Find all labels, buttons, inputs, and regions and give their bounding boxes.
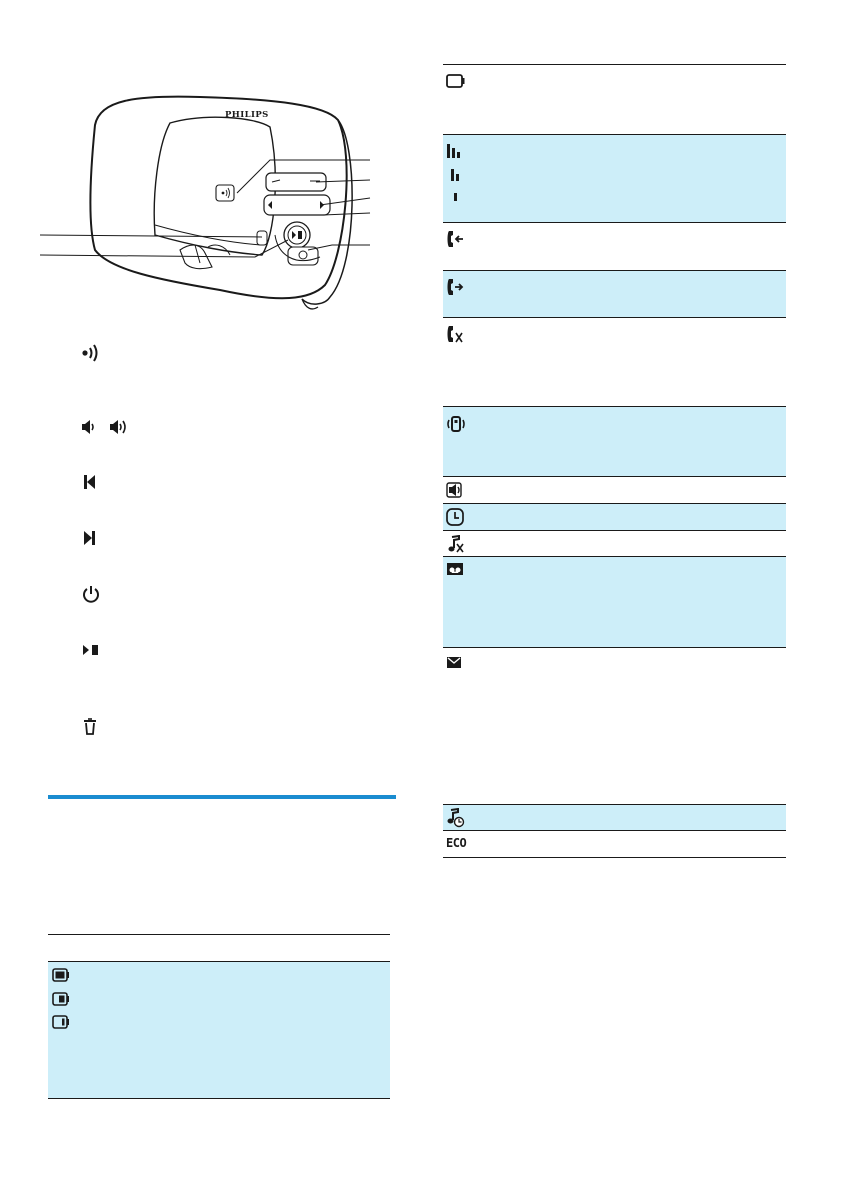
status-row-signal	[443, 135, 786, 222]
signal-weak-icon	[453, 192, 459, 202]
status-row-battery-empty	[443, 65, 786, 134]
brand-logo: PHILIPS	[225, 110, 269, 120]
message-envelope-icon	[446, 656, 464, 670]
battery-low-icon	[52, 1015, 70, 1029]
status-row-message	[443, 648, 786, 804]
status-row-answering-machine	[443, 557, 786, 647]
status-row-ringer-off	[443, 531, 786, 556]
signal-medium-icon	[450, 168, 462, 182]
status-row-outgoing-call	[443, 271, 786, 317]
incoming-call-icon	[446, 230, 466, 248]
status-row-alarm	[443, 504, 786, 530]
status-row-missed-call	[443, 318, 786, 406]
section-heading-rule	[48, 795, 396, 799]
speaker-icon	[446, 482, 466, 498]
battery-medium-icon	[52, 992, 70, 1006]
status-row-silent-mode	[443, 805, 786, 830]
alarm-clock-icon	[446, 508, 466, 526]
battery-table-row	[48, 961, 390, 1099]
find-handset-icon	[80, 343, 106, 363]
signal-strong-icon	[446, 143, 462, 159]
base-station-illustration	[40, 85, 380, 325]
intercom-icon	[446, 414, 466, 434]
eco-mode-icon: ECO	[446, 836, 467, 850]
skip-back-icon	[83, 474, 97, 490]
battery-empty-icon	[446, 74, 466, 88]
power-icon	[82, 585, 100, 603]
status-row-eco	[443, 831, 786, 857]
silent-mode-icon	[446, 808, 466, 828]
status-row-intercom	[443, 407, 786, 476]
delete-icon	[82, 718, 98, 736]
skip-forward-icon	[83, 530, 97, 546]
battery-full-icon	[52, 968, 70, 982]
missed-call-icon	[446, 325, 466, 343]
ringer-off-icon	[446, 535, 466, 553]
answering-machine-icon	[446, 562, 466, 578]
battery-table-header-rule	[48, 934, 390, 935]
play-stop-icon	[82, 643, 102, 657]
status-row-speaker	[443, 477, 786, 503]
volume-down-up-icon	[80, 418, 134, 436]
outgoing-call-icon	[446, 278, 466, 296]
find-handset-button-illus	[216, 185, 234, 201]
status-row-incoming-call	[443, 223, 786, 270]
